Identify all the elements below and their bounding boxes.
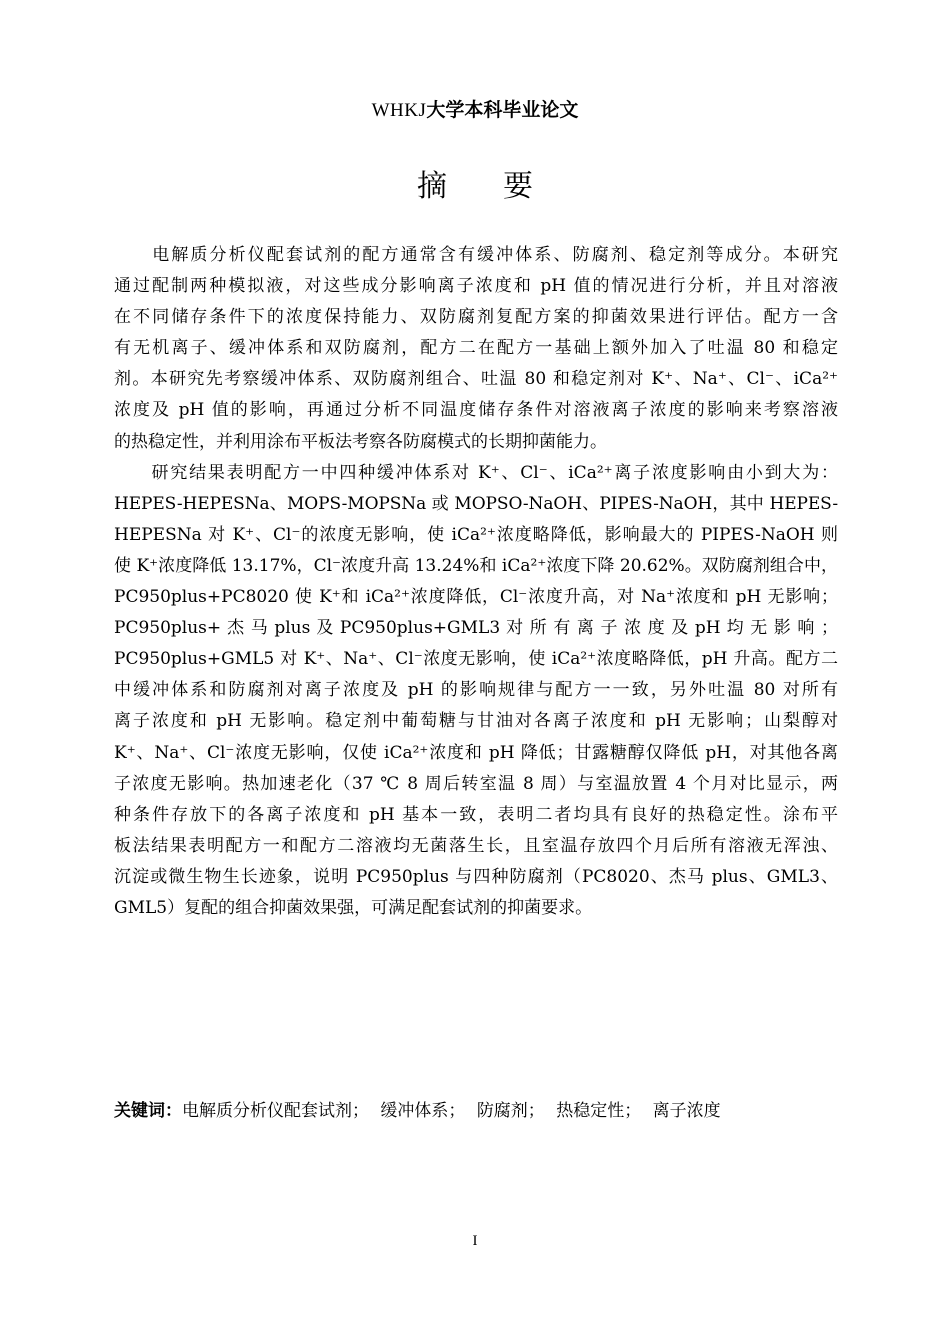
abstract-paragraph-1: [114, 240, 838, 458]
text-line: 子浓度无影响。热加速老化（37 ℃ 8 周后转室温 8 周）与室温放置 4 个月对比显示，两: [114, 773, 838, 794]
running-header: [0, 96, 950, 125]
text-line: PC950plus+ 杰 马 plus 及 PC950plus+GML3 对 所 有 离 子 浓 度 及 pH 均 无 影 响 ；: [114, 618, 838, 639]
keywords-line: [114, 1097, 838, 1125]
text-line: 浓度及 pH 值的影响，再通过分析不同温度储存条件对溶液离子浓度的影响来考察溶液: [114, 400, 838, 421]
text-line: 在不同储存条件下的浓度保持能力、双防腐剂复配方案的抑菌效果进行评估。配方一含: [114, 307, 838, 328]
text-line: 中缓冲体系和防腐剂对离子浓度及 pH 的影响规律与配方一一致，另外吐温 80 对所有: [114, 680, 838, 701]
text-line: 电解质分析仪配套试剂的配方通常含有缓冲体系、防腐剂、稳定剂等成分。本研究: [114, 245, 838, 265]
running-header-prefix: WHKJ: [371, 100, 427, 121]
text-line: HEPES-HEPESNa、MOPS-MOPSNa 或 MOPSO-NaOH、PIPES-NaOH，其中 HEPES-: [114, 493, 838, 514]
keywords-label: 关键词：: [114, 1101, 182, 1121]
text-line: 有无机离子、缓冲体系和双防腐剂，配方二在配方一基础上额外加入了吐温 80 和稳定: [114, 338, 838, 359]
text-line: 沉淀或微生物生长迹象，说明 PC950plus 与四种防腐剂（PC8020、杰马 plus、GML3、: [114, 866, 838, 887]
text-line: 剂。本研究先考察缓冲体系、双防腐剂组合、吐温 80 和稳定剂对 K⁺、Na⁺、Cl⁻、iCa²⁺: [114, 369, 838, 390]
text-line: 种条件存放下的各离子浓度和 pH 基本一致，表明二者均具有良好的热稳定性。涂布平: [114, 804, 838, 825]
text-line: 的热稳定性，并利用涂布平板法考察各防腐模式的长期抑菌能力。: [114, 431, 607, 452]
abstract-body: [114, 240, 838, 924]
text-line: K⁺、Na⁺、Cl⁻浓度无影响，仅使 iCa²⁺浓度和 pH 降低；甘露糖醇仅降低 pH，对其他各离: [114, 742, 838, 763]
text-line: 离子浓度和 pH 无影响。稳定剂中葡萄糖与甘油对各离子浓度和 pH 无影响；山梨醇对: [114, 711, 838, 732]
text-line: 板法结果表明配方一和配方二溶液均无菌落生长，且室温存放四个月后所有溶液无浑浊、: [114, 835, 838, 856]
keyword-item: 防腐剂；: [476, 1101, 545, 1121]
keyword-item: 热稳定性；: [556, 1101, 642, 1121]
running-header-title: 大学本科毕业论文: [426, 99, 579, 121]
text-line: PC950plus+GML5 对 K⁺、Na⁺、Cl⁻浓度无影响，使 iCa²⁺浓度略降低，pH 升高。配方二: [114, 649, 838, 670]
text-line: 研究结果表明配方一中四种缓冲体系对 K⁺、Cl⁻、iCa²⁺离子浓度影响由小到大为：: [114, 462, 838, 483]
page-number: I: [472, 1233, 478, 1249]
text-line: PC950plus+PC8020 使 K⁺和 iCa²⁺浓度降低，Cl⁻浓度升高，对 Na⁺浓度和 pH 无影响；: [114, 587, 838, 608]
text-line: HEPESNa 对 K⁺、Cl⁻的浓度无影响，使 iCa²⁺浓度略降低，影响最大的 PIPES-NaOH 则: [114, 524, 838, 545]
keyword-item: 离子浓度: [652, 1101, 721, 1121]
abstract-paragraph-2: [114, 458, 838, 924]
keyword-item: 缓冲体系；: [380, 1101, 466, 1121]
text-line: 通过配制两种模拟液，对这些成分影响离子浓度和 pH 值的情况进行分析，并且对溶液: [114, 276, 838, 297]
text-line: 使 K⁺浓度降低 13.17%，Cl⁻浓度升高 13.24%和 iCa²⁺浓度下降 20.62%。双防腐剂组合中，: [114, 555, 838, 576]
text-line: GML5）复配的组合抑菌效果强，可满足配套试剂的抑菌要求。: [114, 897, 593, 918]
abstract-title: 摘要: [417, 169, 589, 204]
keyword-item: 电解质分析仪配套试剂；: [182, 1101, 369, 1121]
